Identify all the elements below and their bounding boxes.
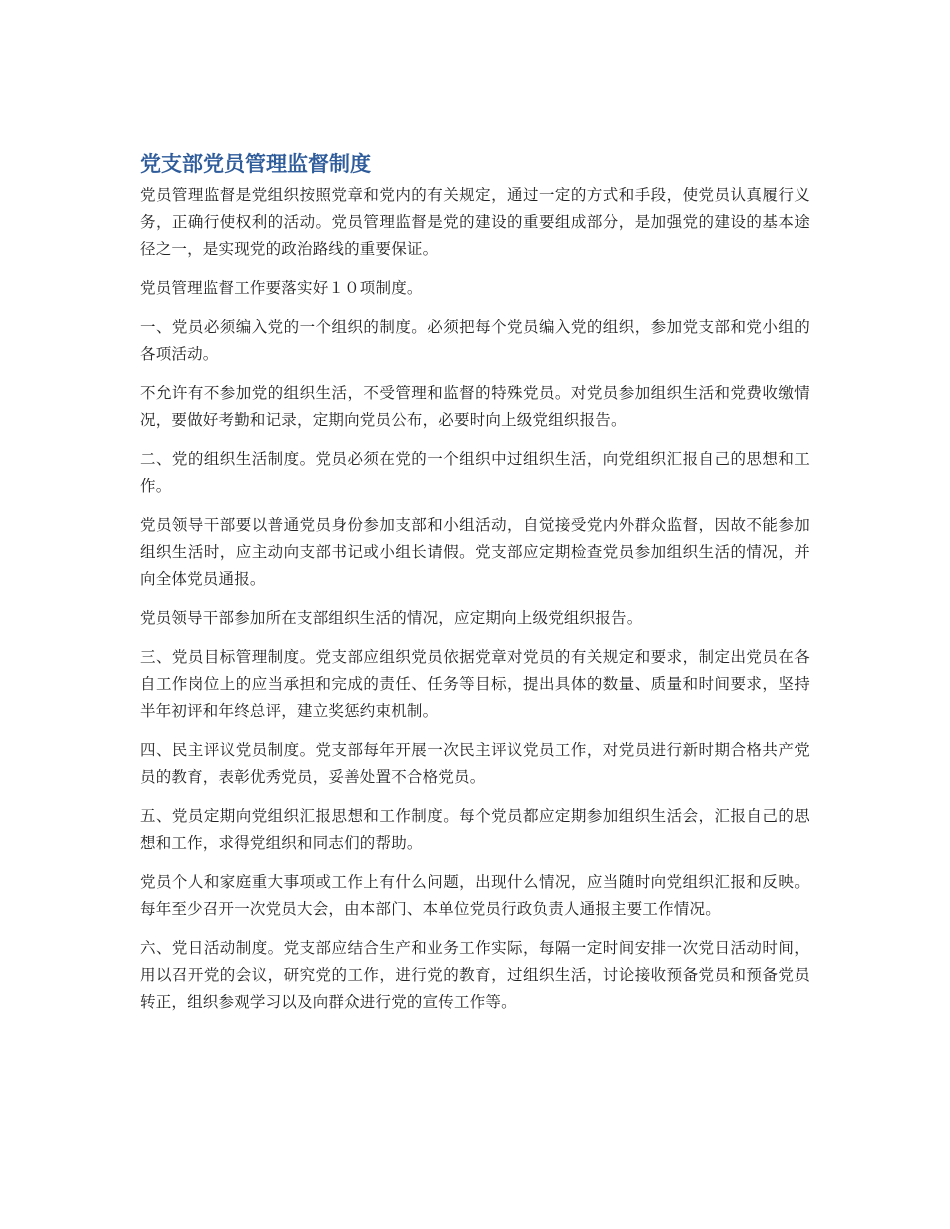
paragraph-section-6: 六、党日活动制度。党支部应结合生产和业务工作实际，每隔一定时间安排一次党日活动时间，用以召开党的会议，研究党的工作，进行党的教育，过组织生活，讨论接收预备党员和预备党员转正，组织参观学习以及向群众进行党的宣传工作等。	[140, 939, 810, 1011]
paragraph-section-3: 三、党员目标管理制度。党支部应组织党员依据党章对党员的有关规定和要求，制定出党员在各自工作岗位上的应当承担和完成的责任、任务等目标，提出具体的数量、质量和时间要求，坚持半年初评和年终总评，建立奖惩约束机制。	[140, 648, 810, 720]
paragraph-section-2-report: 党员领导干部参加所在支部组织生活的情况，应定期向上级党组织报告。	[140, 609, 643, 627]
paragraph-section-5: 五、党员定期向党组织汇报思想和工作制度。每个党员都应定期参加组织生活会，汇报自己的思想和工作，求得党组织和同志们的帮助。	[140, 807, 810, 852]
paragraph-section-2: 二、党的组织生活制度。党员必须在党的一个组织中过组织生活，向党组织汇报自己的思想和工作。	[140, 450, 810, 495]
paragraph-section-4: 四、民主评议党员制度。党支部每年开展一次民主评议党员工作，对党员进行新时期合格共产党员的教育，表彰优秀党员，妥善处置不合格党员。	[140, 741, 810, 786]
paragraph-intro: 党员管理监督是党组织按照党章和党内的有关规定，通过一定的方式和手段，使党员认真履行义务，正确行使权利的活动。党员管理监督是党的建设的重要组成部分，是加强党的建设的基本途径之一，是实现党的政治路线的重要保证。	[140, 186, 810, 258]
paragraph-section-2-detail: 党员领导干部要以普通党员身份参加支部和小组活动，自觉接受党内外群众监督，因故不能参加组织生活时，应主动向支部书记或小组长请假。党支部应定期检查党员参加组织生活的情况，并向全体党员通报。	[140, 516, 810, 588]
paragraph-ten-systems: 党员管理监督工作要落实好１０项制度。	[140, 279, 423, 297]
paragraph-section-1: 一、党员必须编入党的一个组织的制度。必须把每个党员编入党的组织，参加党支部和党小组的各项活动。	[140, 318, 810, 363]
paragraph-section-1-detail: 不允许有不参加党的组织生活，不受管理和监督的特殊党员。对党员参加组织生活和党费收缴情况，要做好考勤和记录，定期向党员公布，必要时向上级党组织报告。	[140, 384, 810, 429]
paragraph-section-5-detail: 党员个人和家庭重大事项或工作上有什么问题，出现什么情况，应当随时向党组织汇报和反映。每年至少召开一次党员大会，由本部门、本单位党员行政负责人通报主要工作情况。	[140, 873, 810, 918]
document-page	[140, 148, 810, 1028]
document-title: 党支部党员管理监督制度	[140, 152, 371, 176]
